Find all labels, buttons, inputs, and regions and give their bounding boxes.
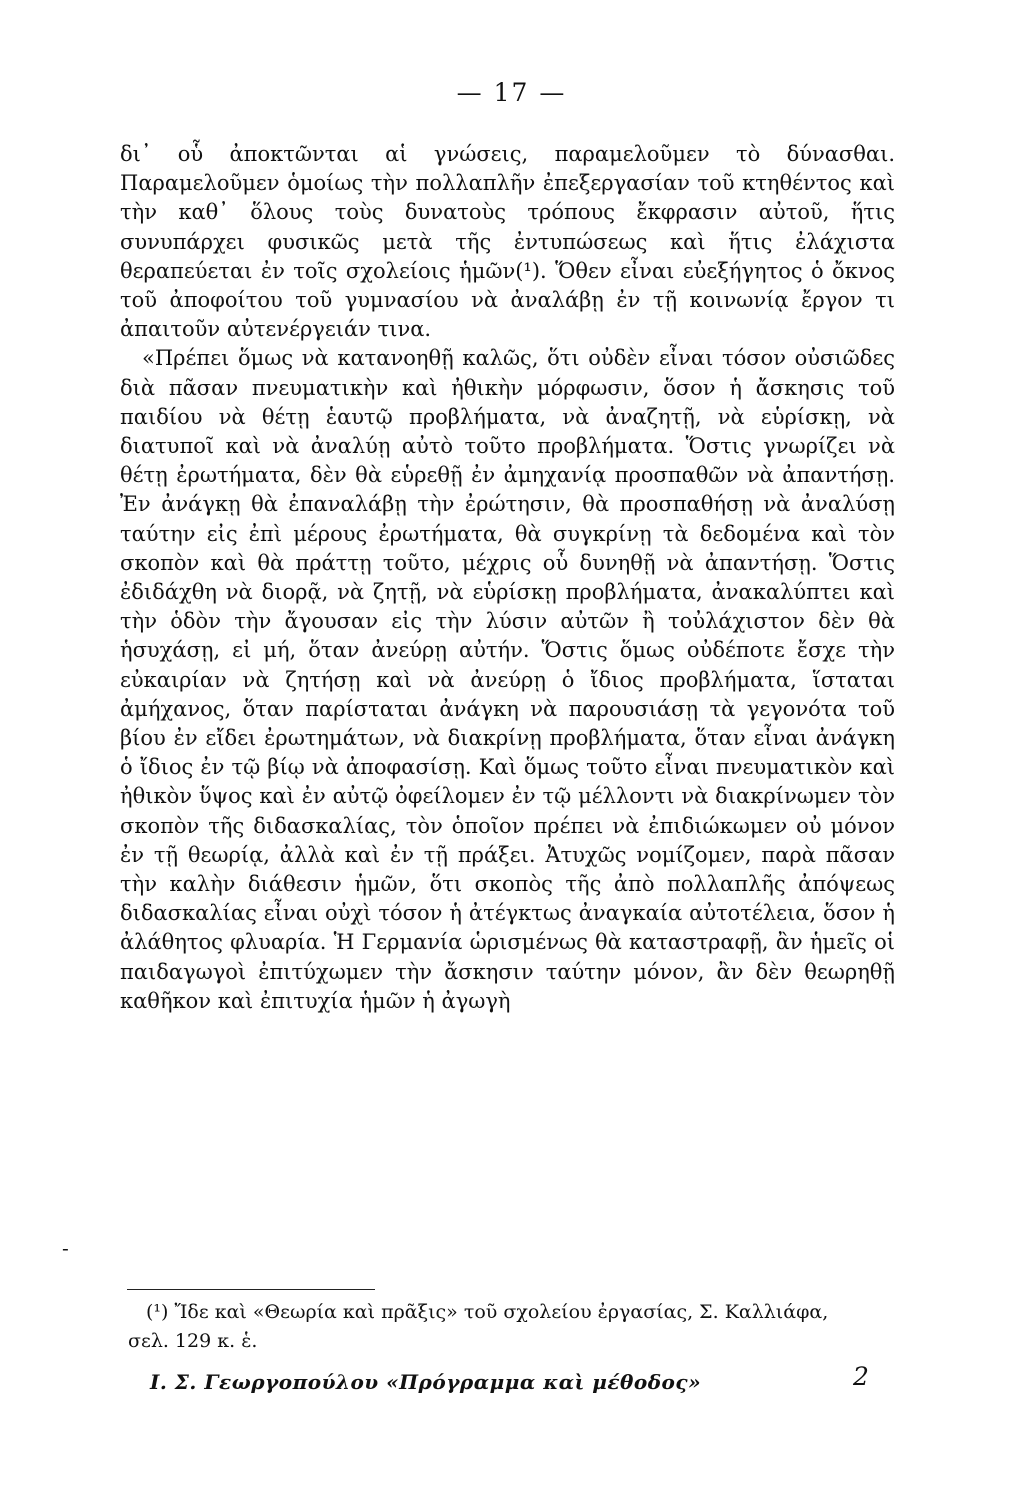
paragraph-1: δι᾿ οὗ ἀποκτῶνται αἱ γνώσεις, παραμελοῦμεν τὸ δύνασθαι. Παραμελοῦμεν ὁμοίως τὴν πολλαπλῆν ἐπεξεργασίαν τοῦ κτηθέντος καὶ τὴν καθ᾿ ὅλους τοὺς δυνατοὺς τρόπους ἔκφρασιν αὐτοῦ, ἥτις συνυπάρχει φυσικῶς μετὰ τῆς ἐντυπώσεως καὶ ἥτις ἐλάχιστα θεραπεύεται ἐν τοῖς σχολείοις ἡμῶν(¹). Ὅθεν εἶναι εὐεξήγητος ὁ ὄκνος τοῦ ἀποφοίτου τοῦ γυμνασίου νὰ ἀναλάβῃ ἐν τῇ κοινωνίᾳ ἔργον τι ἀπαιτοῦν αὐτενέργειάν τινα.	[120, 142, 895, 342]
footnote-divider	[127, 1289, 375, 1290]
footnote	[128, 1298, 895, 1356]
margin-mark: -	[62, 1236, 69, 1260]
body-text	[120, 140, 895, 1016]
paragraph-2-quotation: «Πρέπει ὅμως νὰ κατανοηθῇ καλῶς, ὅτι οὐδὲν εἶναι τόσον οὐσιῶδες διὰ πᾶσαν πνευματικὴν καὶ ἠθικὴν μόρφωσιν, ὅσον ἡ ἄσκησις τοῦ παιδίου νὰ θέτῃ ἑαυτῷ προβλήματα, νὰ ἀναζητῇ, νὰ εὑρίσκῃ, νὰ διατυποῖ καὶ νὰ ἀναλύῃ αὐτὸ τοῦτο προβλήματα. Ὅστις γνωρίζει νὰ θέτῃ ἐρωτήματα, δὲν θὰ εὑρεθῇ ἐν ἀμηχανίᾳ προσπαθῶν νὰ ἀπαντήσῃ. Ἐν ἀνάγκῃ θὰ ἐπαναλάβῃ τὴν ἐρώτησιν, θὰ προσπαθήσῃ νὰ ἀναλύσῃ ταύτην εἰς ἐπὶ μέρους ἐρωτήματα, θὰ συγκρίνῃ τὰ δεδομένα καὶ τὸν σκοπὸν καὶ θὰ πράττῃ τοῦτο, μέχρις οὗ δυνηθῇ νὰ ἀπαντήσῃ. Ὅστις ἐδιδάχθη νὰ διορᾷ, νὰ ζητῇ, νὰ εὑρίσκῃ προβλήματα, ἀνακαλύπτει καὶ τὴν ὁδὸν τὴν ἄγουσαν εἰς τὴν λύσιν αὐτῶν ἢ τοὐλάχιστον δὲν θὰ ἡσυχάσῃ, εἰ μή, ὅταν ἀνεύρῃ αὐτήν. Ὅστις ὅμως οὐδέποτε ἔσχε τὴν εὐκαιρίαν νὰ ζητήσῃ καὶ νὰ ἀνεύρῃ ὁ ἴδιος προβλήματα, ἵσταται ἀμήχανος, ὅταν παρίσταται ἀνάγκη νὰ παρουσιάσῃ τὰ γεγονότα τοῦ βίου ἐν εἴδει ἐρωτημάτων, νὰ διακρίνῃ προβλήματα, ὅταν εἶναι ἀνάγκη ὁ ἴδιος ἐν τῷ βίῳ νὰ ἀποφασίσῃ. Καὶ ὅμως τοῦτο εἶναι πνευματικὸν καὶ ἠθικὸν ὕψος καὶ ἐν αὐτῷ ὀφείλομεν ἐν τῷ μέλλοντι νὰ διακρίνωμεν τὸν σκοπὸν τῆς διδασκαλίας, τὸν ὁποῖον πρέπει νὰ ἐπιδιώκωμεν οὐ μόνον ἐν τῇ θεωρίᾳ, ἀλλὰ καὶ ἐν τῇ πράξει. Ἀτυχῶς νομίζομεν, παρὰ πᾶσαν τὴν καλὴν διάθεσιν ἡμῶν, ὅτι σκοπὸς τῆς ἀπὸ πολλαπλῆς ἀπόψεως διδασκαλίας εἶναι οὐχὶ τόσον ἡ ἀτέγκτως ἀναγκαία αὐτοτέλεια, ὅσον ἡ ἀλάθητος φλυαρία. Ἡ Γερμανία ὡρισμένως θὰ καταστραφῇ, ἂν ἡμεῖς οἱ παιδαγωγοὶ ἐπιτύχωμεν τὴν ἄσκησιν ταύτην μόνον, ἂν δὲν θεωρηθῇ καθῆκον καὶ ἐπιτυχία ἡμῶν ἡ ἀγωγὴ	[120, 346, 895, 1013]
page-number: — 17 —	[456, 78, 567, 107]
book-imprint: Ι. Σ. Γεωργοπούλου «Πρόγραμμα καὶ μέθοδος»	[150, 1370, 702, 1394]
footnote-line-1: (¹) Ἴδε καὶ «Θεωρία καὶ πρᾶξις» τοῦ σχολείου ἐργασίας, Σ. Καλλιάφα,	[146, 1301, 829, 1323]
footnote-line-2: σελ. 129 κ. ἑ.	[128, 1330, 258, 1352]
signature-mark: 2	[853, 1362, 869, 1391]
